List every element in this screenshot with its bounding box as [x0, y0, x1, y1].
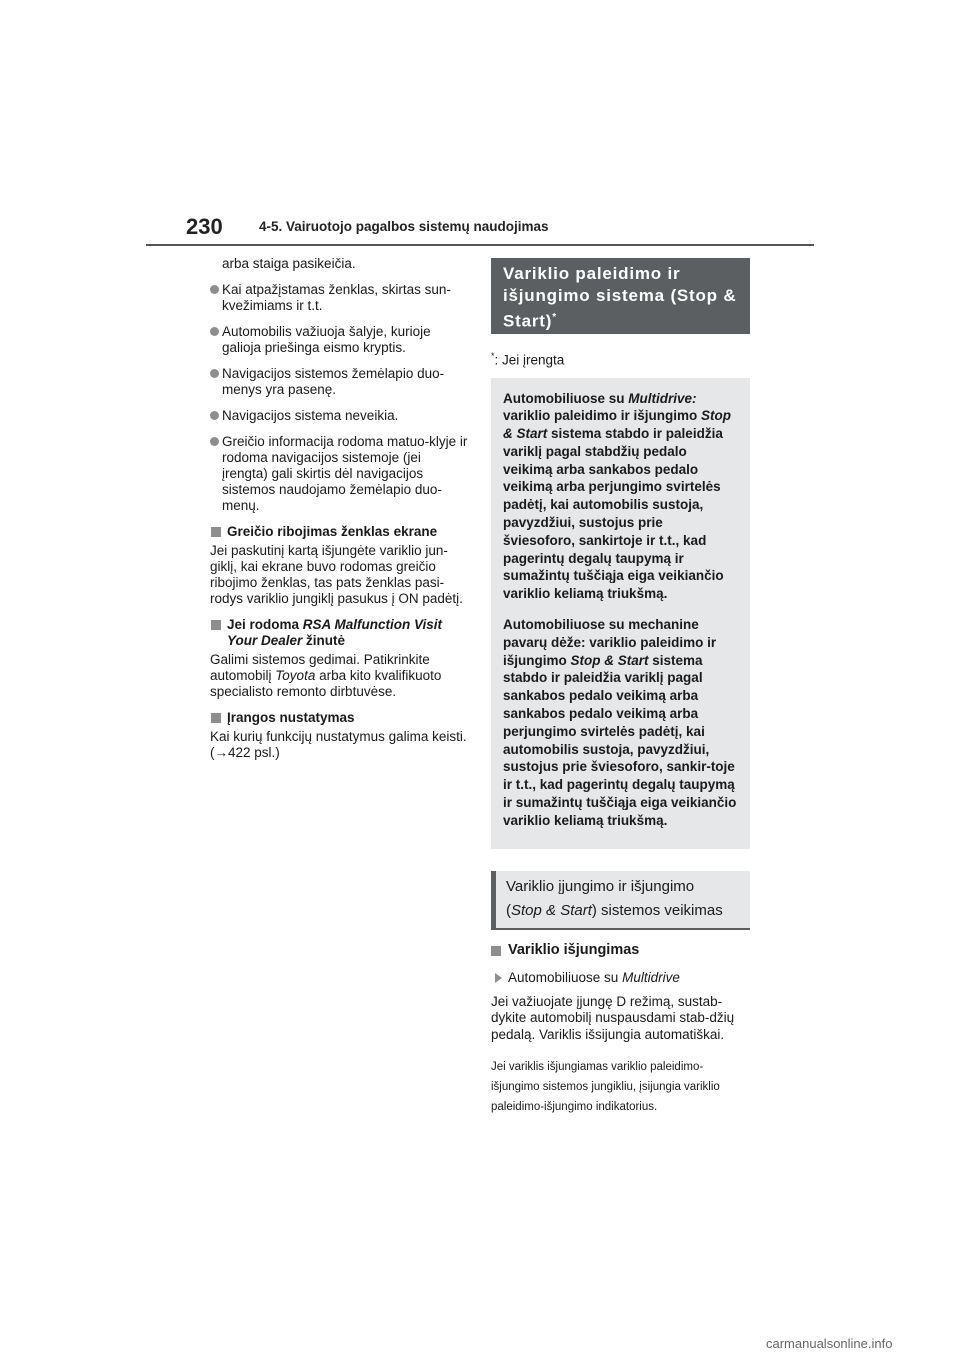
intro-manual: Automobiliuose su mechanine pavarų dėže: variklio paleidimo ir išjungimo Stop & Start sistema stabdo ir paleidžia variklį pagal sankabos pedalo veikimą arba sankabos pedalo veikimą arba perjungimo svirtelės padėtį, kai automobilis sustoja, pavyzdžiui, sustojus prie šviesoforo, sankir-toje ir t.t., kad pagerintų degalų taupymą ir sumažintų tuščiąja eiga veikiančio variklio keliamą triukšmą. [503, 617, 737, 828]
square-bullet-icon [211, 713, 221, 723]
engine-stop-note: Jei variklis išjungiamas variklio paleidimo-išjungimo sistemos jungikliu, įsijungia variklio paleidimo-išjungimo indikatorius. [491, 1060, 720, 1113]
intro-box [491, 378, 750, 849]
left-column [210, 256, 468, 771]
header-rule [146, 244, 814, 246]
intro-multidrive: Automobiliuose su Multidrive: variklio paleidimo ir išjungimo Stop & Start sistema stabdo ir paleidžia variklį pagal stabdžių pedalo veikimą arba sankabos pedalo veikimą arba perjungimo svirtelės padėtį, kai automobilis sustoja, pavyzdžiui, sustojus prie šviesoforo, sankirtoje ir t.t., kad pagerintų degalų taupymą ir sumažintų tuščiąja eiga veikiančio variklio keliamą triukšmą. [503, 390, 732, 602]
engine-stop-text: Jei važiuojate įjungę D režimą, sustab-dykite automobilį nuspausdami stab-džių pedalą. Variklis išsijungia automatiškai. [491, 993, 735, 1042]
stop-start-title-box: Variklio paleidimo ir išjungimo sistema (Stop & Start)* [491, 258, 750, 334]
equipment-settings-text: Kai kurių funkcijų nustatymus galima keisti. (→422 psl.) [210, 729, 467, 760]
operation-subheading-box: Variklio įjungimo ir išjungimo (Stop & Start) sistemos veikimas [491, 871, 750, 930]
equipment-settings-heading: Įrangos nustatymas [210, 710, 468, 726]
multidrive-item: Automobiliuose su Multidrive [491, 970, 750, 986]
bullet-item: Automobilis važiuoja šalyje, kurioje galioja priešinga eismo kryptis. [210, 324, 468, 356]
page-number: 230 [186, 214, 223, 239]
right-column [491, 258, 750, 1128]
square-bullet-icon [491, 946, 501, 956]
bullet-dot-icon [210, 285, 219, 294]
bullet-dot-icon [210, 369, 219, 378]
watermark: carmanualsonline.info [766, 1336, 893, 1351]
section-title: 4-5. Vairuotojo pagalbos sistemų naudojimas [259, 219, 549, 234]
speed-sign-text: Jei paskutinį kartą išjungėte variklio jun-giklį, kai ekrane buvo rodomas greičio ribojimo ženklas, tas pats ženklas pasi-rodys variklio jungiklį pasukus į ON padėtį. [210, 543, 463, 606]
page-header [146, 212, 814, 246]
bullet-dot-icon [210, 327, 219, 336]
bullet-dot-icon [210, 411, 219, 420]
continuation-text: arba staiga pasikeičia. [222, 256, 356, 271]
bullet-dot-icon [210, 437, 219, 446]
rsa-malfunction-text: Galimi sistemos gedimai. Patikrinkite automobilį Toyota arba kito kvalifikuoto specialisto remonto dirbtuvėse. [210, 652, 442, 699]
rsa-malfunction-heading: Jei rodoma RSA Malfunction Visit Your Dealer žinutė [210, 617, 468, 649]
engine-stop-heading: Variklio išjungimas [491, 942, 750, 958]
bullet-item: Navigacijos sistemos žemėlapio duo-menys yra pasenę. [210, 366, 468, 398]
speed-sign-heading: Greičio ribojimas ženklas ekrane [210, 524, 468, 540]
bullet-item: Kai atpažįstamas ženklas, skirtas sun-kvežimiams ir t.t. [210, 282, 468, 314]
square-bullet-icon [211, 527, 221, 537]
footnote: *: Jei įrengta [491, 351, 565, 368]
square-bullet-icon [211, 620, 221, 630]
bullet-item: Greičio informacija rodoma matuo-klyje ir rodoma navigacijos sistemoje (jei įrengta) gali skirtis dėl navigacijos sistemos naudojamo žemėlapio duo-menų. [210, 434, 468, 514]
triangle-arrow-icon [495, 973, 502, 983]
bullet-item: Navigacijos sistema neveikia. [210, 408, 468, 424]
